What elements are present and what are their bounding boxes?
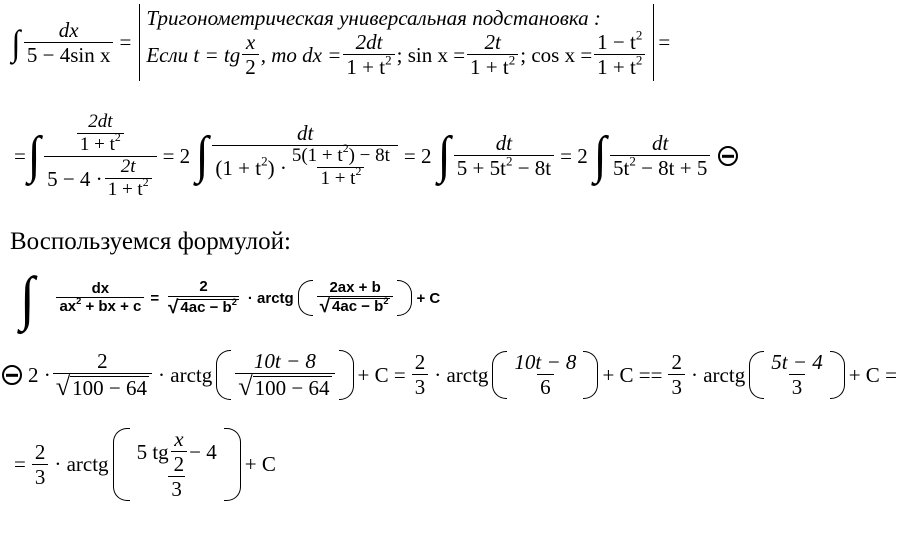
equals-two: = 2 bbox=[403, 143, 432, 168]
equals-sign: = bbox=[14, 143, 26, 168]
num: dx bbox=[91, 279, 110, 297]
fraction-3 bbox=[454, 132, 554, 180]
sqrt-arg: 100 − 64 bbox=[72, 376, 148, 401]
denominator: 5 − 4sin x bbox=[24, 42, 114, 67]
num: 2 bbox=[414, 350, 426, 375]
num: 2 bbox=[199, 278, 208, 296]
heading: Воспользуемся формулой: bbox=[10, 228, 291, 255]
left-paren bbox=[298, 280, 313, 317]
den-prefix-end: ) · bbox=[267, 156, 287, 181]
den: 1 + t bbox=[470, 55, 509, 80]
integral-sign: ∫ bbox=[195, 127, 209, 185]
integral-sign: ∫ bbox=[437, 127, 451, 185]
exp: 2 bbox=[142, 175, 149, 189]
num: 2ax + b bbox=[329, 278, 381, 296]
right-paren bbox=[830, 351, 845, 399]
den: 5 + 5t bbox=[456, 156, 506, 181]
formula-fraction bbox=[56, 281, 144, 316]
exp: 2 bbox=[383, 296, 389, 307]
den: 1 + t bbox=[346, 55, 386, 80]
coef-prefix: 2 · bbox=[28, 362, 51, 387]
den: 1 + t bbox=[320, 168, 356, 190]
exp: 2 bbox=[635, 52, 643, 68]
cos-fraction bbox=[594, 27, 645, 80]
arctg-label: · arctg bbox=[434, 362, 489, 387]
formula-line bbox=[18, 265, 444, 331]
line-4 bbox=[2, 350, 901, 400]
left-paren bbox=[113, 428, 130, 501]
coef-fraction bbox=[53, 350, 152, 400]
den: 1 + t bbox=[107, 178, 143, 200]
two-thirds bbox=[32, 441, 49, 489]
right-paren bbox=[224, 428, 241, 501]
arctg-fraction bbox=[317, 280, 394, 317]
substitution-box bbox=[139, 4, 654, 81]
paren-group bbox=[298, 280, 413, 317]
cos-label: ; cos x = bbox=[520, 42, 593, 67]
plus-c-equals: + C = bbox=[848, 362, 897, 387]
num: 2 bbox=[671, 350, 682, 375]
right-paren bbox=[339, 350, 354, 400]
integrand-fraction bbox=[24, 19, 114, 67]
equals-sign: = bbox=[14, 452, 26, 477]
arctg-label: · arctg bbox=[247, 289, 294, 307]
num: 10t − 8 bbox=[514, 350, 577, 375]
den-prefix: (1 + t bbox=[215, 156, 262, 181]
den: 2 bbox=[171, 451, 188, 476]
integral-sign: ∫ bbox=[19, 265, 35, 331]
fraction-2 bbox=[212, 122, 397, 190]
left-paren bbox=[216, 350, 231, 400]
den: ax bbox=[59, 298, 77, 316]
exp: 2 bbox=[629, 153, 636, 169]
num: 2dt bbox=[355, 30, 383, 54]
num: x bbox=[245, 30, 256, 54]
sqrt bbox=[168, 296, 239, 317]
then-text: , то dx = bbox=[260, 42, 342, 67]
den bbox=[44, 156, 156, 201]
equals-two: = 2 bbox=[560, 143, 588, 168]
exp: 2 bbox=[342, 142, 349, 156]
arctg-fraction bbox=[511, 351, 579, 399]
integral-sign: ∫ bbox=[593, 127, 607, 185]
compound-fraction bbox=[44, 112, 156, 200]
paren-group bbox=[113, 428, 241, 501]
num: 5t − 4 bbox=[771, 350, 823, 375]
line-2 bbox=[14, 112, 744, 200]
arctg-label: · arctg bbox=[690, 362, 746, 387]
exp: 2 bbox=[76, 296, 82, 307]
den: 1 + t bbox=[79, 133, 115, 155]
left-paren bbox=[749, 351, 764, 399]
line-1 bbox=[10, 4, 670, 81]
dx-fraction bbox=[343, 31, 394, 79]
radical-sign: √ bbox=[319, 295, 331, 317]
den: 3 bbox=[789, 374, 806, 399]
num bbox=[72, 112, 129, 156]
two-thirds bbox=[668, 351, 685, 399]
num: 2t bbox=[484, 30, 501, 54]
exp: 2 bbox=[231, 296, 237, 307]
num: 10t − 8 bbox=[253, 349, 316, 373]
continuation-mark-icon bbox=[2, 365, 22, 385]
num: 5(1 + t bbox=[291, 145, 343, 167]
num: 2t bbox=[120, 155, 136, 177]
radical-sign: √ bbox=[168, 295, 179, 317]
plus-c: + C bbox=[244, 452, 276, 477]
num: x bbox=[174, 427, 184, 451]
substitution-formulas bbox=[146, 27, 647, 80]
num: 1 − t bbox=[597, 30, 636, 54]
equals-sign: = bbox=[658, 30, 671, 55]
den bbox=[212, 142, 397, 190]
integral-sign: ∫ bbox=[27, 127, 41, 185]
den: 3 bbox=[168, 476, 185, 501]
den: 5t bbox=[612, 156, 630, 181]
radical-sign: √ bbox=[55, 372, 71, 402]
fraction-4 bbox=[610, 132, 710, 180]
integral-sign: ∫ bbox=[11, 22, 21, 63]
arctg-fraction bbox=[768, 351, 826, 399]
inner-fraction bbox=[77, 112, 124, 156]
arctg-fraction bbox=[134, 428, 220, 501]
left-paren bbox=[492, 351, 507, 399]
exp: 2 bbox=[508, 52, 516, 68]
continuation-mark-icon bbox=[718, 146, 738, 166]
den-prefix: 5 − 4 · bbox=[47, 166, 103, 191]
radical-sign: √ bbox=[238, 372, 253, 402]
den: 1 + t bbox=[597, 55, 636, 80]
exp: 2 bbox=[385, 52, 392, 68]
den-end: + bx + c bbox=[81, 298, 142, 316]
sqrt-arg: 4ac − b bbox=[180, 298, 232, 316]
num: dt bbox=[652, 131, 669, 156]
inner-fraction bbox=[289, 142, 393, 190]
two-thirds bbox=[412, 351, 429, 399]
sqrt bbox=[56, 374, 149, 400]
num-suffix: − 4 bbox=[189, 439, 217, 464]
num-end: ) − 8t bbox=[348, 145, 390, 167]
exp: 2 bbox=[505, 153, 513, 169]
x-over-2 bbox=[171, 428, 188, 476]
den-end: − 8t bbox=[512, 156, 552, 181]
sqrt bbox=[238, 374, 331, 400]
num bbox=[134, 428, 220, 476]
num: 2 bbox=[97, 349, 108, 373]
num-prefix: 5 tg bbox=[136, 439, 169, 464]
equals-sign: = bbox=[150, 289, 160, 307]
arctg-label: · arctg bbox=[54, 452, 109, 477]
right-paren bbox=[583, 351, 598, 399]
exp: 2 bbox=[114, 131, 121, 145]
paren-group bbox=[492, 351, 598, 399]
numerator: dx bbox=[58, 17, 79, 42]
num: 2dt bbox=[88, 111, 113, 132]
plus-c: + C bbox=[416, 289, 441, 307]
exp: 2 bbox=[635, 27, 643, 43]
right-paren bbox=[397, 280, 412, 317]
exp: 2 bbox=[355, 165, 362, 179]
arctg-label: · arctg bbox=[158, 362, 213, 387]
if-text: Если t = tg bbox=[146, 42, 241, 67]
den-end: − 8t + 5 bbox=[635, 156, 708, 181]
exp: 2 bbox=[261, 153, 268, 169]
line-5 bbox=[14, 428, 280, 501]
plus-c-equals: + C == bbox=[602, 362, 663, 387]
num: dt bbox=[495, 131, 513, 156]
paren-group bbox=[749, 351, 845, 399]
den: 3 bbox=[412, 374, 429, 399]
paren-group bbox=[216, 350, 353, 400]
num: dt bbox=[296, 121, 314, 146]
coef-fraction bbox=[165, 279, 242, 317]
den: 3 bbox=[668, 374, 685, 399]
sin-label: ; sin x = bbox=[396, 42, 466, 67]
equals-sign: = bbox=[119, 30, 132, 55]
den: 2 bbox=[242, 54, 259, 79]
sqrt bbox=[320, 297, 391, 316]
substitution-title: Тригонометрическая универсальная подстановка : bbox=[146, 6, 601, 30]
plus-c-equals: + C = bbox=[357, 362, 406, 387]
sqrt-arg: 4ac − b bbox=[332, 298, 384, 316]
equals-two: = 2 bbox=[162, 143, 191, 168]
sin-fraction bbox=[467, 31, 518, 79]
arctg-fraction bbox=[235, 350, 334, 400]
den: 3 bbox=[32, 464, 49, 489]
den: 6 bbox=[537, 374, 554, 399]
sqrt-arg: 100 − 64 bbox=[254, 376, 330, 401]
num: 2 bbox=[34, 439, 46, 464]
x-over-2 bbox=[242, 31, 259, 79]
inner-fraction bbox=[105, 157, 152, 201]
